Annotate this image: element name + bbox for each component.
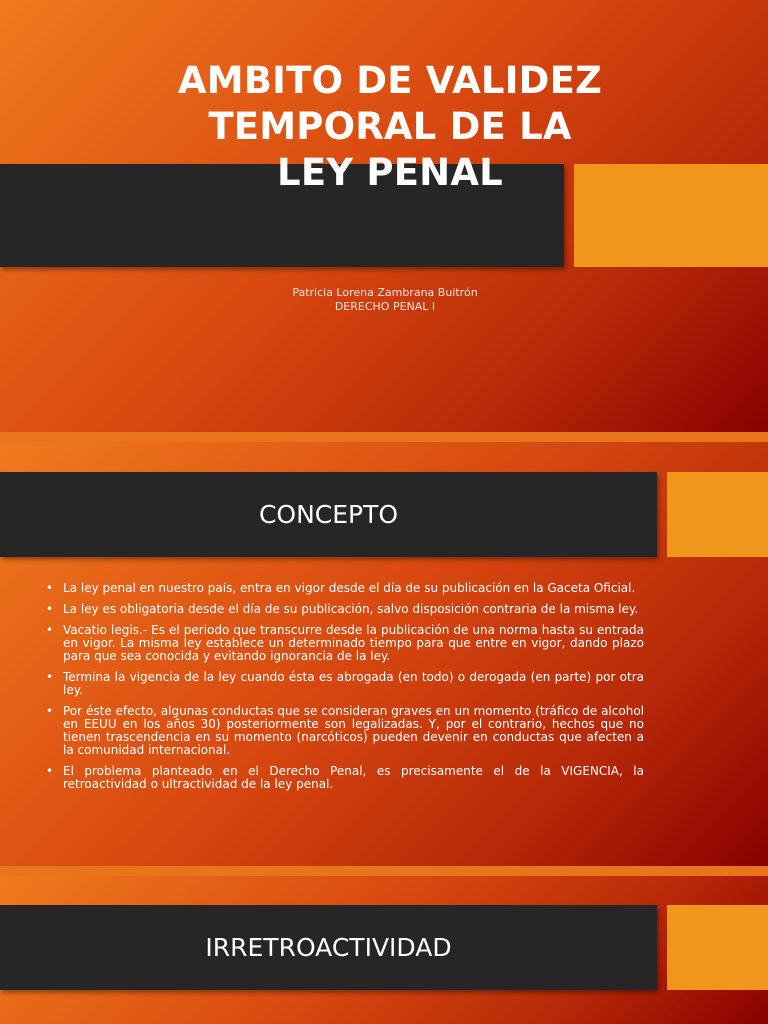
slide-heading: IRRETROACTIVIDAD [205, 933, 452, 962]
bullet-item [46, 603, 644, 616]
bullet-icon: • [46, 623, 54, 637]
slide-concepto[interactable] [0, 442, 768, 866]
slide-title-text: AMBITO DE VALIDEZ TEMPORAL DE LA LEY PENAL [177, 59, 603, 194]
bullet-icon: • [46, 764, 54, 778]
bullet-item [46, 671, 644, 697]
accent-block [667, 472, 768, 557]
bullet-item [46, 582, 644, 595]
bullet-icon: • [46, 670, 54, 684]
bullet-icon: • [46, 704, 54, 718]
bullet-text: La ley es obligatoria desde el día de su publicación, salvo disposición contraria de la misma ley. [63, 602, 639, 616]
bullet-item [46, 765, 644, 791]
bullet-text: La ley penal en nuestro país, entra en vigor desde el día de su publicación en la Gaceta Oficial. [63, 581, 636, 595]
bullet-text: El problema planteado en el Derecho Penal, es precisamente el de la VIGENCIA, la retroactividad o ultractividad de la ley penal. [63, 764, 644, 791]
slide-title[interactable] [0, 0, 768, 432]
bullet-icon: • [46, 602, 54, 616]
bullet-item [46, 705, 644, 757]
author-name: Patricia Lorena Zambrana Buitrón [292, 286, 478, 299]
slide-irretroactividad[interactable] [0, 876, 768, 1024]
slide-subtitle [200, 286, 570, 314]
bullet-icon: • [46, 581, 54, 595]
bullet-text: Termina la vigencia de la ley cuando ésta es abrogada (en todo) o derogada (en parte) por otra ley. [63, 670, 644, 697]
bullet-text: Por éste efecto, algunas conductas que se consideran graves en un momento (tráfico de alcohol en EEUU en los años 30) posteriormente son legalizadas. Y, por el contrario, hechos que no tienen trascendencia en su momento (narcóticos) pueden devenir en conductas que afecten a la comunidad internacional. [63, 704, 644, 757]
slide-heading: CONCEPTO [258, 500, 399, 529]
accent-block [667, 905, 768, 990]
bullet-item [46, 624, 644, 663]
course-name: DERECHO PENAL I [334, 300, 436, 313]
bullet-list [46, 582, 644, 799]
bullet-text: Vacatio legis.- Es el periodo que transcurre desde la publicación de una norma hasta su entrada en vigor. La misma ley establece un determinado tiempo para que entre en vigor, dando plazo para que sea conocida y evitando ignorancia de la ley. [63, 623, 644, 663]
